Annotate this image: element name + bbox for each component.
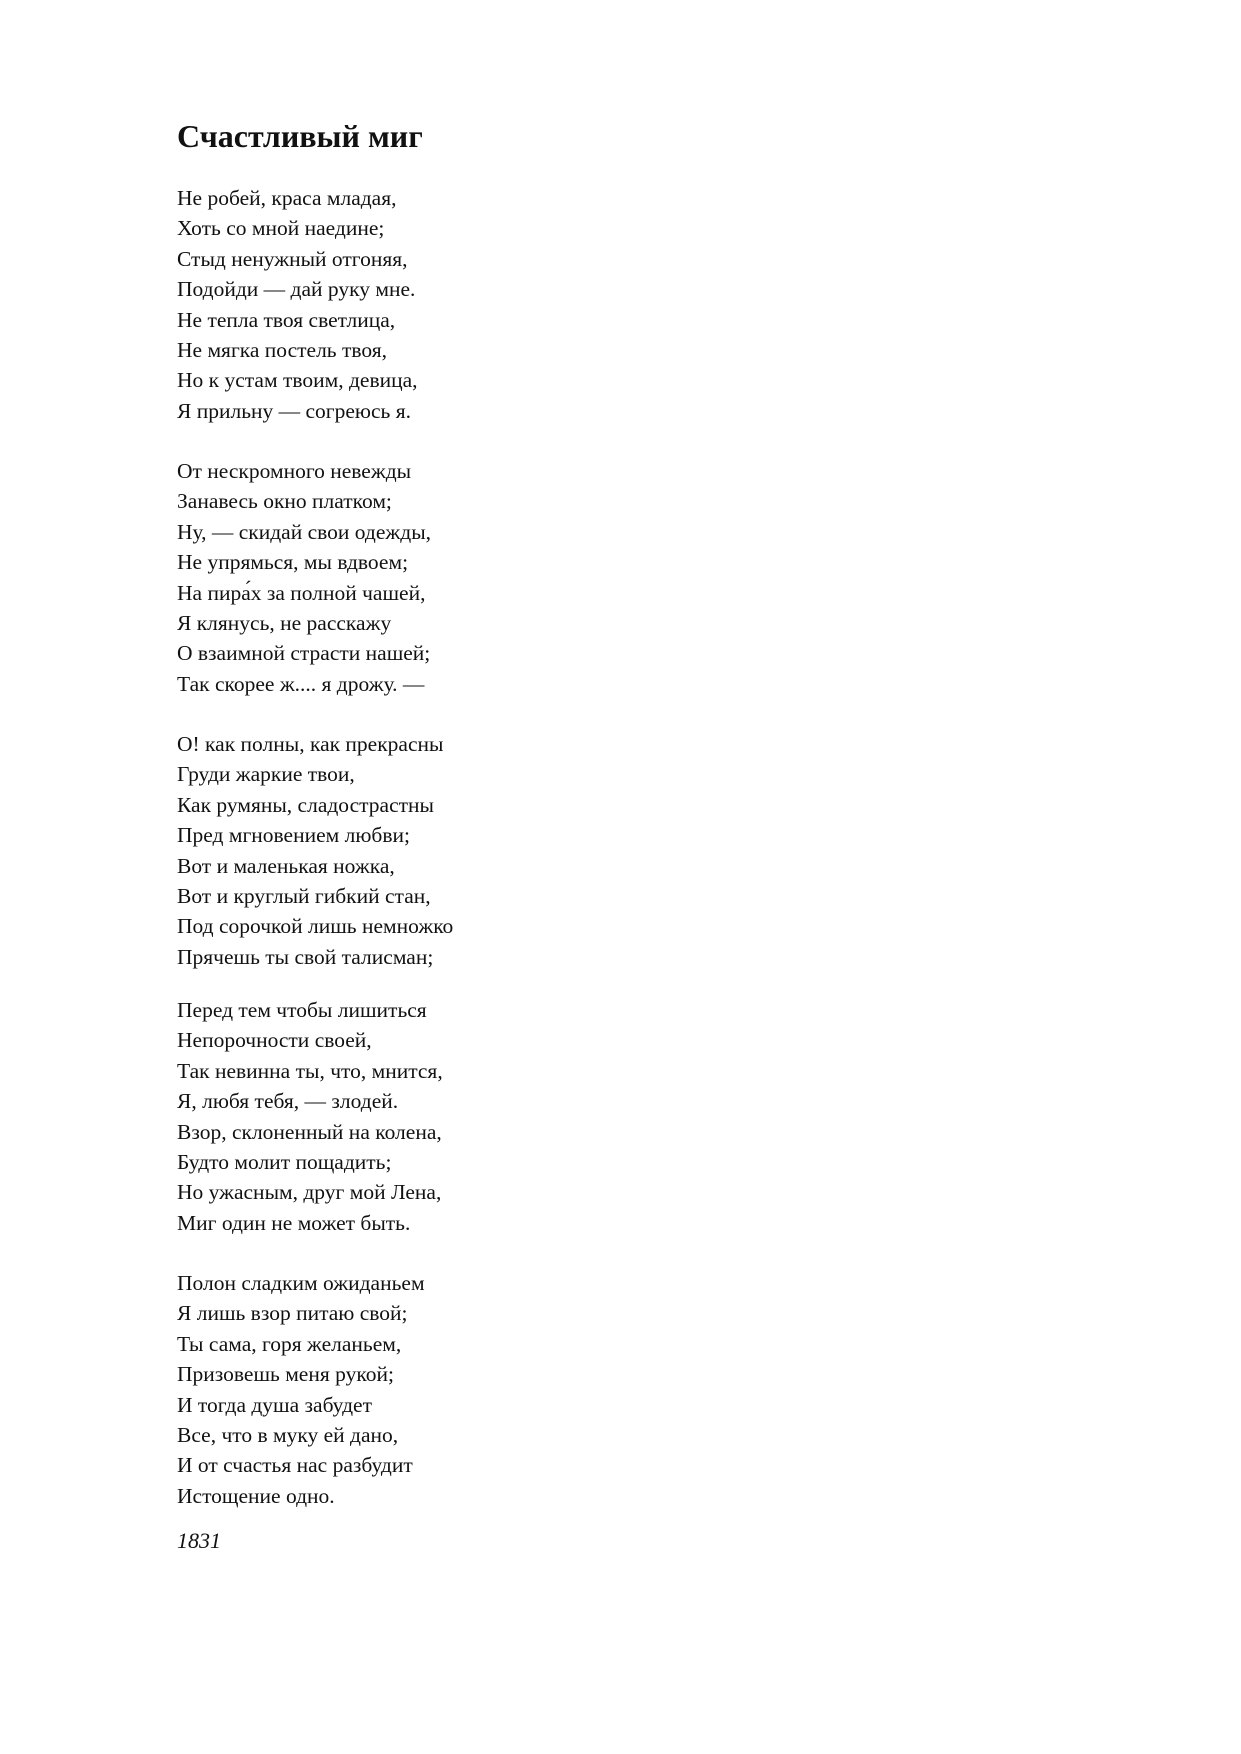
poem-line: И тогда душа забудет xyxy=(177,1392,372,1417)
poem-line: Но к устам твоим, девица, xyxy=(177,368,418,393)
stanza-3 xyxy=(177,729,453,972)
poem-line: Занавесь окно платком; xyxy=(177,489,392,514)
poem-line: Ты сама, горя желаньем, xyxy=(177,1331,402,1356)
poem-line: Полон сладким ожиданьем xyxy=(177,1271,425,1295)
poem-line: Я, любя тебя, — злодей. xyxy=(177,1089,399,1114)
poem-line: Истощение одно. xyxy=(177,1483,335,1508)
poem-date: 1831 xyxy=(177,1528,221,1553)
poem-line: Будто молит пощадить; xyxy=(177,1150,392,1175)
poem-line: Я лишь взор питаю свой; xyxy=(177,1301,408,1326)
poem-line: О взаимной страсти нашей; xyxy=(177,641,431,666)
poem-line: Как румяны, сладострастны xyxy=(177,792,434,817)
poem-line: Так невинна ты, что, мнится, xyxy=(177,1058,443,1083)
poem-line: Но ужасным, друг мой Лена, xyxy=(177,1180,442,1205)
poem-line: Стыд ненужный отгоняя, xyxy=(177,246,408,271)
poem-line: Хоть со мной наедине; xyxy=(177,216,385,241)
poem-line: Взор, склоненный на колена, xyxy=(177,1119,442,1144)
poem-line: Вот и круглый гибкий стан, xyxy=(177,884,431,909)
poem-line: Непорочности своей, xyxy=(177,1028,372,1053)
poem-line: Ну, — скидай свои одежды, xyxy=(177,519,432,544)
poem-title: Счастливый миг xyxy=(177,118,423,154)
poem-line: Не упрямься, мы вдвоем; xyxy=(177,550,409,575)
poem-line: От нескромного невежды xyxy=(177,459,412,483)
poem-line: Не мягка постель твоя, xyxy=(177,338,387,363)
stanza-4 xyxy=(177,995,443,1238)
stanza-1 xyxy=(177,183,418,426)
poem-line: Вот и маленькая ножка, xyxy=(177,853,395,878)
poem-line: Миг один не может быть. xyxy=(177,1210,411,1235)
poem-line: Я прильну — согреюсь я. xyxy=(177,398,411,423)
poem-line: На пира́х за полной чашей, xyxy=(177,580,426,605)
poem-line: Так скорее ж.... я дрожу. — xyxy=(177,671,425,696)
poem-line: Груди жаркие твои, xyxy=(177,762,355,787)
poem-line: Перед тем чтобы лишиться xyxy=(177,998,427,1022)
poem-line: Подойди — дай руку мне. xyxy=(177,277,416,302)
poem-line: И от счастья нас разбудит xyxy=(177,1453,413,1478)
poem-line: Пред мгновением любви; xyxy=(177,823,410,848)
stanza-5 xyxy=(177,1268,425,1511)
stanza-2 xyxy=(177,456,431,699)
poem-line: Не робей, краса младая, xyxy=(177,186,397,210)
poem-line: Я клянусь, не расскажу xyxy=(177,611,392,636)
poem-line: Все, что в муку ей дано, xyxy=(177,1423,399,1448)
poem-line: Прячешь ты свой талисман; xyxy=(177,944,434,969)
poem-line: О! как полны, как прекрасны xyxy=(177,732,444,756)
poem-line: Под сорочкой лишь немножко xyxy=(177,914,454,939)
poem-line: Не тепла твоя светлица, xyxy=(177,307,396,332)
poem-line: Призовешь меня рукой; xyxy=(177,1362,394,1387)
